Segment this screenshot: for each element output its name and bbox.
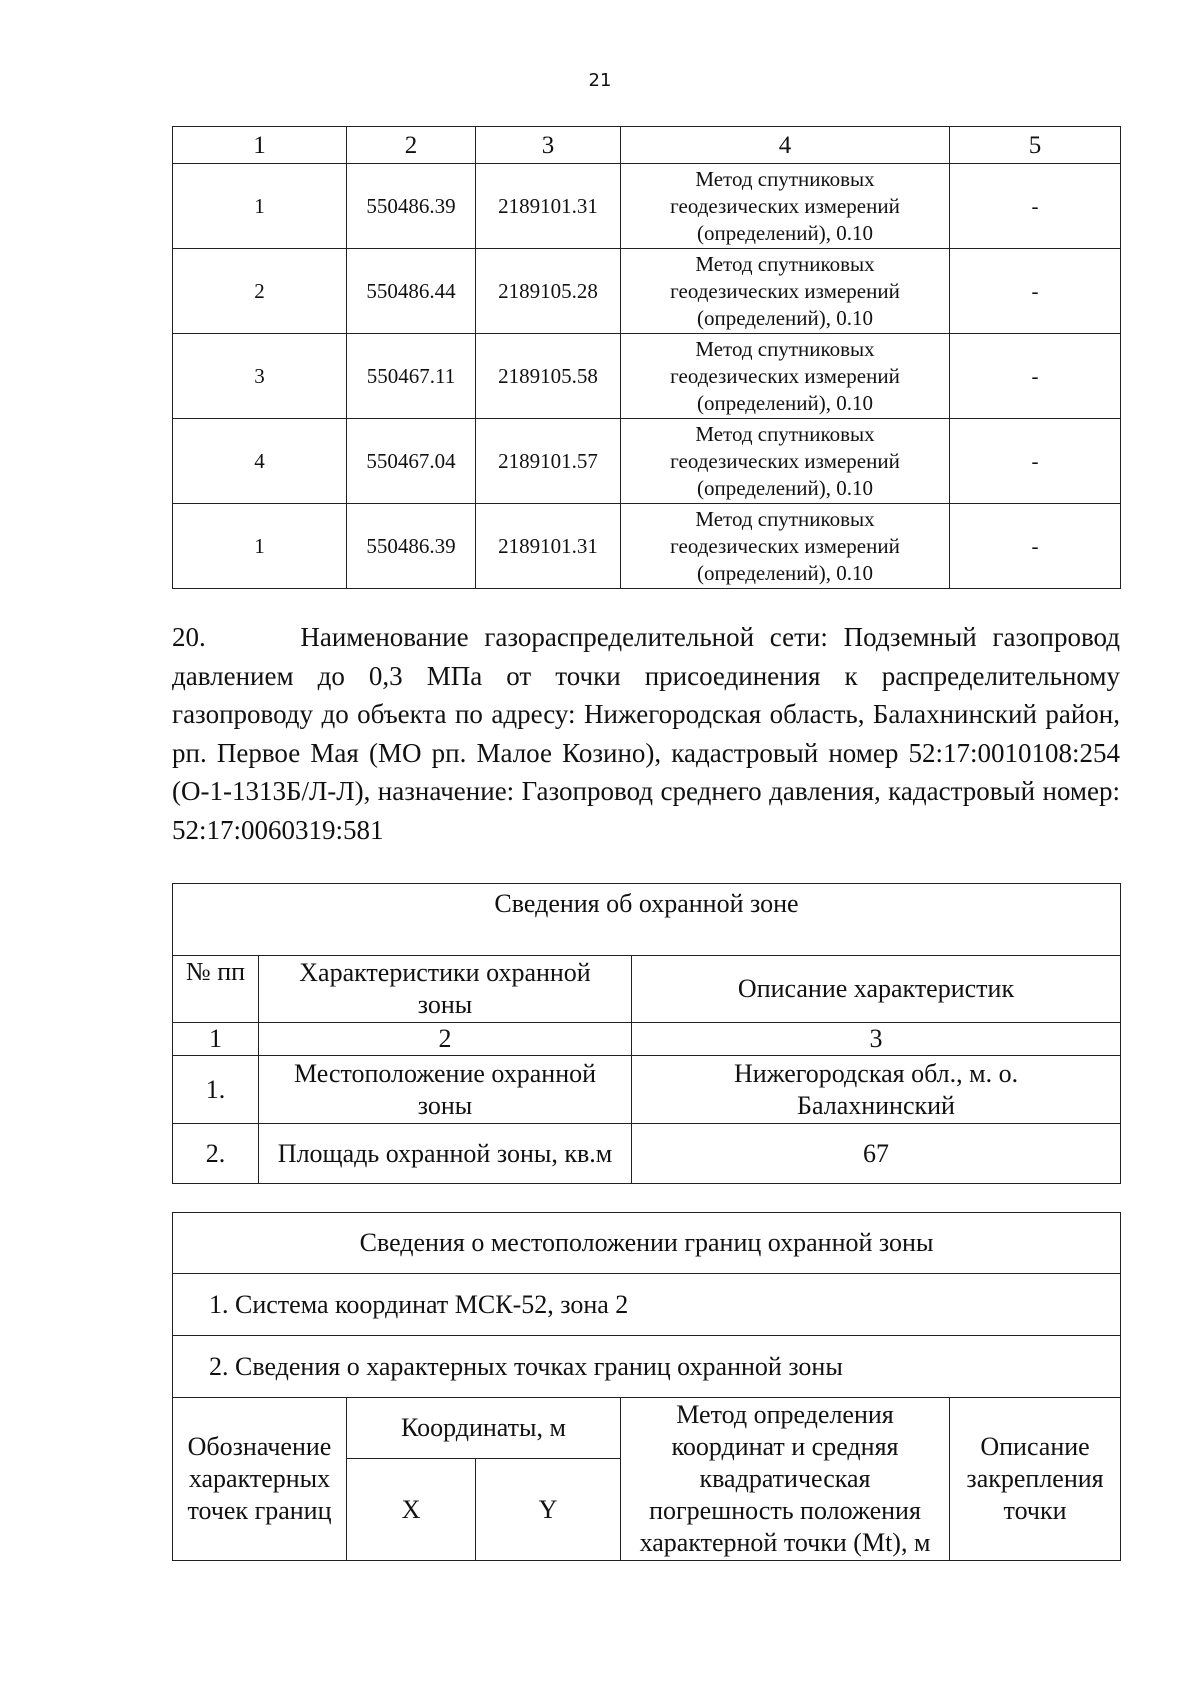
boundary-location-table	[172, 1212, 1121, 1561]
header-line: Описание	[980, 1432, 1090, 1461]
y-coordinate: 2189101.57	[476, 419, 621, 504]
coordinate-system: 1. Система координат МСК-52, зона 2	[173, 1274, 1121, 1336]
fixation-description: -	[950, 249, 1121, 334]
fixation-description: -	[950, 164, 1121, 249]
header-line: Характеристики охранной	[299, 958, 591, 987]
row-number: 1.	[173, 1056, 259, 1124]
header-line: координат и средняя	[671, 1432, 899, 1461]
y-coordinate: 2189105.28	[476, 249, 621, 334]
points-info-row	[173, 1336, 1121, 1398]
table-header-row	[173, 1398, 1121, 1459]
fixation-description: -	[950, 334, 1121, 419]
description-line: Нижегородская обл., м. о.	[733, 1058, 1019, 1088]
coordinate-system-row	[173, 1274, 1121, 1336]
column-number: 3	[632, 1023, 1121, 1056]
method-line: Метод спутниковых	[695, 506, 875, 531]
header-line: Обозначение	[187, 1432, 332, 1461]
table-title: Сведения об охранной зоне	[173, 884, 1121, 956]
header-line: закрепления	[966, 1464, 1104, 1493]
method-line: Метод спутниковых	[695, 166, 875, 191]
header-cell-number: № пп	[173, 956, 259, 1023]
method-cell	[621, 504, 950, 589]
header-line: точки	[1003, 1496, 1067, 1525]
header-cell-fixation	[950, 1398, 1121, 1561]
header-cell-y: Y	[476, 1459, 621, 1561]
header-cell: 2	[347, 127, 476, 164]
method-line: (определений), 0.10	[696, 220, 874, 245]
characteristic-line: зоны	[417, 1090, 473, 1120]
method-line: геодезических измерений	[670, 533, 900, 558]
table-row	[173, 164, 1121, 249]
column-number: 2	[259, 1023, 632, 1056]
characteristic-line: Местоположение охранной	[293, 1058, 597, 1088]
method-line: (определений), 0.10	[696, 305, 874, 330]
table-title: Сведения о местоположении границ охранной зоны	[173, 1213, 1121, 1274]
header-line: характерной точки (Mt), м	[639, 1528, 931, 1557]
section-paragraph: 20. Наименование газораспределительной сети: Подземный газопровод давлением до 0,3 МПа от точки присоединения к распределительному газопроводу до объекта по адресу: Нижегородская область, Балахнинский район, рп. Первое Мая (МО рп. Малое Козино), кадастровый номер 52:17:0010108:254 (О-1-1313Б/Л-Л), назначение: Газопровод среднего давления, кадастровый номер: 52:17:0060319:581	[172, 622, 1120, 845]
header-line: квадратическая	[699, 1464, 871, 1493]
page-number: 21	[588, 70, 612, 91]
method-line: геодезических измерений	[670, 448, 900, 473]
description-line: Балахнинский	[797, 1090, 955, 1120]
table-title-row	[173, 884, 1121, 956]
characteristic-cell	[259, 1056, 632, 1124]
header-cell: 4	[621, 127, 950, 164]
method-cell	[621, 164, 950, 249]
header-cell-method	[621, 1398, 950, 1561]
method-line: (определений), 0.10	[696, 475, 874, 500]
column-numbers-row	[173, 1023, 1121, 1056]
coordinates-table	[172, 126, 1121, 589]
header-cell-description: Описание характеристик	[632, 956, 1121, 1023]
header-cell: 1	[173, 127, 347, 164]
x-coordinate: 550486.39	[347, 504, 476, 589]
y-coordinate: 2189101.31	[476, 504, 621, 589]
point-number: 2	[173, 249, 347, 334]
fixation-description: -	[950, 419, 1121, 504]
header-cell-characteristics	[259, 956, 632, 1023]
method-line: геодезических измерений	[670, 363, 900, 388]
x-coordinate: 550467.04	[347, 419, 476, 504]
point-number: 4	[173, 419, 347, 504]
method-line: Метод спутниковых	[695, 336, 875, 361]
table-row	[173, 419, 1121, 504]
header-line: зоны	[417, 990, 473, 1019]
header-cell: 3	[476, 127, 621, 164]
column-number: 1	[173, 1023, 259, 1056]
method-line: Метод спутниковых	[695, 251, 875, 276]
table-title-row	[173, 1213, 1121, 1274]
x-coordinate: 550486.44	[347, 249, 476, 334]
x-coordinate: 550467.11	[347, 334, 476, 419]
header-cell: 5	[950, 127, 1121, 164]
header-line: характерных	[188, 1464, 331, 1493]
point-number: 1	[173, 504, 347, 589]
table-header-row	[173, 956, 1121, 1023]
description-cell: 67	[632, 1124, 1121, 1184]
table-row	[173, 249, 1121, 334]
table-row	[173, 1056, 1121, 1124]
method-line: геодезических измерений	[670, 193, 900, 218]
header-cell-coordinates: Координаты, м	[347, 1398, 621, 1459]
method-line: (определений), 0.10	[696, 560, 874, 585]
method-line: (определений), 0.10	[696, 390, 874, 415]
method-line: геодезических измерений	[670, 278, 900, 303]
table-header-row	[173, 127, 1121, 164]
table-row	[173, 334, 1121, 419]
protection-zone-table	[172, 883, 1121, 1184]
row-number: 2.	[173, 1124, 259, 1184]
method-cell	[621, 419, 950, 504]
y-coordinate: 2189101.31	[476, 164, 621, 249]
header-cell-x: X	[347, 1459, 476, 1561]
header-line: погрешность положения	[649, 1496, 921, 1525]
x-coordinate: 550486.39	[347, 164, 476, 249]
point-number: 1	[173, 164, 347, 249]
y-coordinate: 2189105.58	[476, 334, 621, 419]
description-cell	[632, 1056, 1121, 1124]
header-cell-designation	[173, 1398, 347, 1561]
characteristic-cell: Площадь охранной зоны, кв.м	[259, 1124, 632, 1184]
method-line: Метод спутниковых	[695, 421, 875, 446]
table-row	[173, 504, 1121, 589]
header-line: Метод определения	[676, 1400, 894, 1429]
fixation-description: -	[950, 504, 1121, 589]
method-cell	[621, 334, 950, 419]
method-cell	[621, 249, 950, 334]
point-number: 3	[173, 334, 347, 419]
table-row	[173, 1124, 1121, 1184]
header-line: точек границ	[187, 1496, 332, 1525]
points-info-heading: 2. Сведения о характерных точках границ охранной зоны	[173, 1336, 1121, 1398]
